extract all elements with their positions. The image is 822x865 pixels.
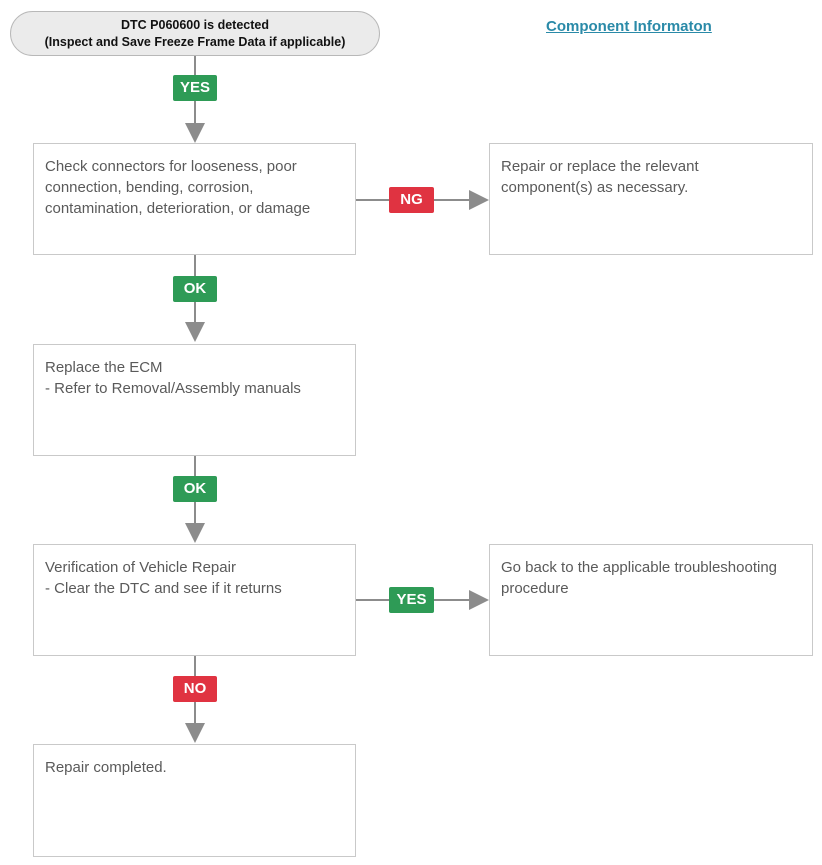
- step-go-back: [489, 544, 813, 656]
- start-title: DTC P060600 is detected: [121, 17, 269, 32]
- ok-badge-second: OK: [173, 476, 217, 502]
- step-text-line: Repair or replace the relevant: [501, 158, 699, 175]
- ng-badge: NG: [389, 187, 434, 213]
- step-text-line: Replace the ECM: [45, 359, 163, 376]
- step-text-line: procedure: [501, 580, 569, 597]
- step-text-line: - Clear the DTC and see if it returns: [45, 580, 282, 597]
- start-node: [10, 11, 380, 56]
- step-text-line: Check connectors for looseness, poor: [45, 158, 297, 175]
- step-repair-completed: [33, 744, 356, 857]
- step-repair-replace: [489, 143, 813, 255]
- step-text-line: component(s) as necessary.: [501, 179, 689, 196]
- arrow-to-completed: [185, 723, 205, 743]
- step-check-connectors: [33, 143, 356, 255]
- yes-badge-start: YES: [173, 75, 217, 101]
- step-text-line: connection, bending, corrosion,: [45, 179, 254, 196]
- step-replace-ecm: [33, 344, 356, 456]
- ok-badge-first: OK: [173, 276, 217, 302]
- component-information-link[interactable]: Component Informaton: [546, 18, 712, 35]
- step-text-line: Go back to the applicable troubleshooting: [501, 559, 778, 576]
- arrow-to-repair: [469, 190, 489, 210]
- step-text-line: Verification of Vehicle Repair: [45, 559, 236, 576]
- arrow-to-goback: [469, 590, 489, 610]
- arrow-to-check: [185, 123, 205, 143]
- start-subtitle: (Inspect and Save Freeze Frame Data if applicable): [44, 34, 346, 49]
- arrow-to-ecm: [185, 322, 205, 342]
- step-text-line: contamination, deterioration, or damage: [45, 200, 311, 217]
- no-badge: NO: [173, 676, 217, 702]
- step-text-line: - Refer to Removal/Assembly manuals: [45, 380, 301, 397]
- yes-badge-verification: YES: [389, 587, 434, 613]
- step-text-line: Repair completed.: [45, 759, 167, 776]
- arrow-to-verification: [185, 523, 205, 543]
- step-verification: [33, 544, 356, 656]
